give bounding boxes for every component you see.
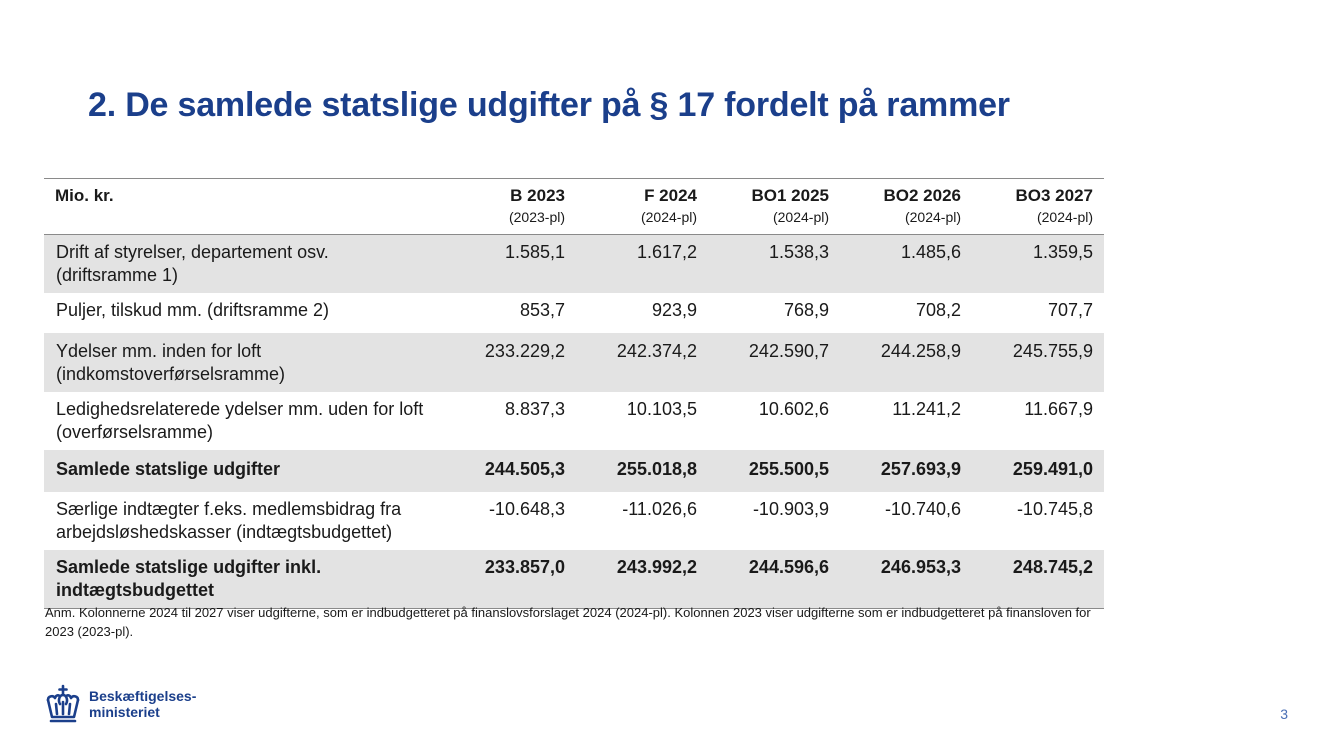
- budget-table: [44, 178, 1104, 609]
- table-cell: 1.538,3: [708, 235, 840, 294]
- column-name: BO2 2026: [883, 186, 961, 205]
- table-cell: -10.740,6: [884, 499, 961, 519]
- column-header: [972, 179, 1104, 235]
- table-cell: 1.617,2: [576, 235, 708, 294]
- column-name: BO1 2025: [751, 186, 829, 205]
- table-cell: 768,9: [783, 300, 829, 320]
- table-cell: 233.229,2: [444, 333, 576, 392]
- table-cell: 10.602,6: [758, 399, 829, 419]
- table-header-row: [44, 179, 1104, 235]
- row-label: Særlige indtægter f.eks. medlemsbidrag fra arbejdsløshedskasser (indtægtsbudgettet): [56, 499, 402, 542]
- table-cell: -11.026,6: [622, 499, 697, 519]
- slide-title: 2. De samlede statslige udgifter på § 17 fordelt på rammer: [88, 86, 1010, 124]
- row-label: Ledighedsrelaterede ydelser mm. uden for loft (overførselsramme): [56, 399, 424, 442]
- table-cell: 853,7: [519, 300, 565, 320]
- table-cell: 10.103,5: [626, 399, 697, 419]
- table-cell: 248.745,2: [972, 550, 1104, 609]
- column-name: BO3 2027: [1015, 186, 1093, 205]
- table-cell: 244.258,9: [840, 333, 972, 392]
- table-cell: 245.755,9: [972, 333, 1104, 392]
- header-label: Mio. kr.: [55, 186, 114, 205]
- table-cell: 243.992,2: [576, 550, 708, 609]
- row-label: Samlede statslige udgifter: [44, 450, 444, 492]
- column-header: [708, 179, 840, 235]
- crown-icon: [45, 684, 81, 724]
- table-cell: -10.903,9: [752, 499, 829, 519]
- table-cell: 708,2: [915, 300, 961, 320]
- column-header: [444, 179, 576, 235]
- table-row: [44, 293, 1104, 333]
- page-number: 3: [1280, 706, 1288, 722]
- table-row: [44, 333, 1104, 392]
- table-cell: 233.857,0: [444, 550, 576, 609]
- ministry-logo: [45, 684, 196, 724]
- row-label: Drift af styrelser, departement osv. (driftsramme 1): [44, 235, 444, 294]
- logo-text-line: Beskæftigelses-: [89, 688, 197, 704]
- row-label: Samlede statslige udgifter inkl. indtægtsbudgettet: [44, 550, 444, 609]
- table-cell: 11.667,9: [1024, 399, 1093, 419]
- table-cell: 1.585,1: [444, 235, 576, 294]
- row-label: Ydelser mm. inden for loft (indkomstoverførselsramme): [44, 333, 444, 392]
- table-cell: 923,9: [651, 300, 697, 320]
- row-label: Puljer, tilskud mm. (driftsramme 2): [56, 300, 330, 320]
- total-row: [44, 550, 1104, 609]
- logo-text: [89, 688, 196, 720]
- column-price-level: (2024-pl): [1036, 209, 1093, 225]
- table-row: [44, 492, 1104, 550]
- table-note: Anm. Kolonnerne 2024 til 2027 viser udgifterne, som er indbudgetteret på finanslovsforslaget 2024 (2024-pl). Kolonnen 2023 viser udgifterne som er indbudgetteret på finansloven for 2023 (2023-pl).: [45, 605, 1091, 639]
- table-cell: 1.485,6: [840, 235, 972, 294]
- table-cell: 242.374,2: [576, 333, 708, 392]
- table-cell: -10.648,3: [488, 499, 565, 519]
- table-cell: 242.590,7: [708, 333, 840, 392]
- table-cell: 244.505,3: [444, 450, 576, 492]
- column-price-level: (2024-pl): [772, 209, 829, 225]
- logo-text-line: ministeriet: [89, 704, 160, 720]
- table-cell: 1.359,5: [972, 235, 1104, 294]
- table-cell: 11.241,2: [892, 399, 961, 419]
- table-cell: 8.837,3: [504, 399, 565, 419]
- table-cell: 255.018,8: [576, 450, 708, 492]
- column-price-level: (2024-pl): [640, 209, 697, 225]
- table-row: [44, 392, 1104, 450]
- column-price-level: (2024-pl): [904, 209, 961, 225]
- table-cell: -10.745,8: [1016, 499, 1093, 519]
- column-name: F 2024: [644, 186, 697, 205]
- table-cell: 255.500,5: [708, 450, 840, 492]
- total-row: [44, 450, 1104, 492]
- table-row: [44, 235, 1104, 294]
- column-price-level: (2023-pl): [508, 209, 565, 225]
- table-cell: 259.491,0: [972, 450, 1104, 492]
- column-header: [576, 179, 708, 235]
- column-header: [840, 179, 972, 235]
- column-name: B 2023: [510, 186, 565, 205]
- table-cell: 257.693,9: [840, 450, 972, 492]
- table-cell: 246.953,3: [840, 550, 972, 609]
- table-cell: 707,7: [1047, 300, 1093, 320]
- table-cell: 244.596,6: [708, 550, 840, 609]
